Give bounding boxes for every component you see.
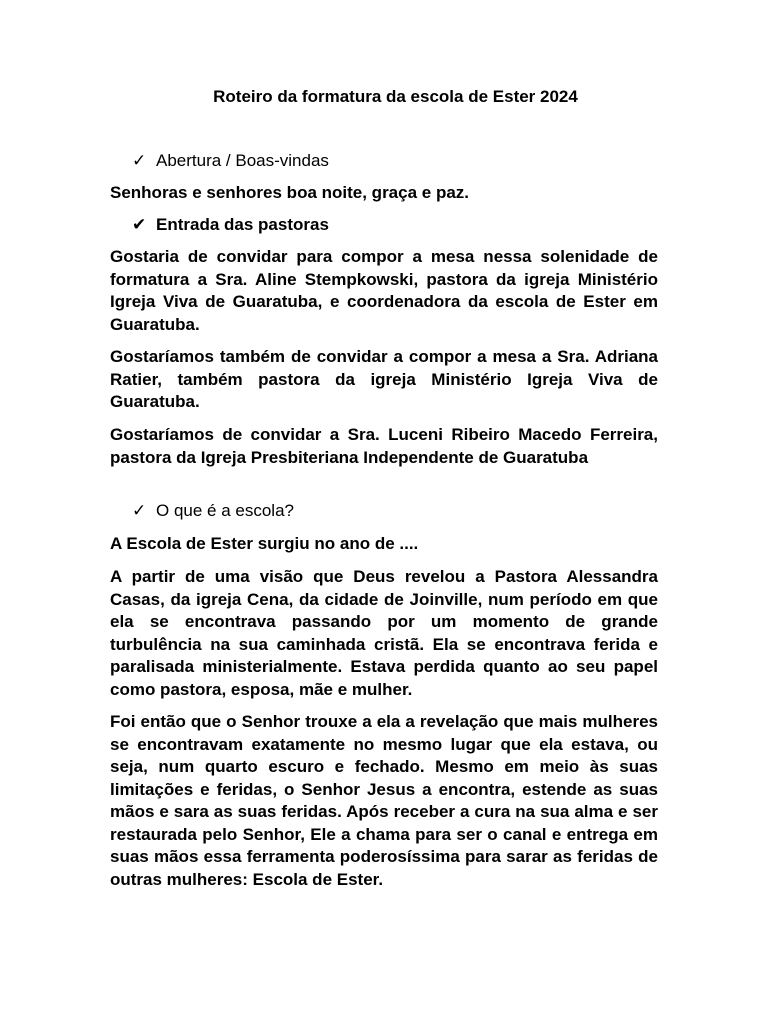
paragraph-invite-adriana: Gostaríamos também de convidar a compor a mesa a Sra. Adriana Ratier, também pastora da igreja Ministério Igreja Viva de Guaratuba. xyxy=(110,347,658,411)
bullet-label: Entrada das pastoras xyxy=(156,215,329,234)
document-title: Roteiro da formatura da escola de Ester 2024 xyxy=(213,87,578,106)
paragraph-invite-aline: Gostaria de convidar para compor a mesa nessa solenidade de formatura a Sra. Aline Stempkowski, pastora da igreja Ministério Igreja Viva de Guaratuba, e coordenadora da escola de Ester em Guaratuba. xyxy=(110,247,658,334)
paragraph-origin: A Escola de Ester surgiu no ano de .... xyxy=(110,534,419,553)
checkmark-icon: ✓ xyxy=(132,151,147,170)
paragraph-invite-luceni: Gostaríamos de convidar a Sra. Luceni Ribeiro Macedo Ferreira, pastora da Igreja Presbiteriana Independente de Guaratuba xyxy=(110,425,658,467)
bullet-label: Abertura / Boas-vindas xyxy=(156,151,329,170)
checkmark-icon: ✔ xyxy=(132,215,147,234)
bullet-label: O que é a escola? xyxy=(156,501,294,520)
bullet-o-que-e-a-escola xyxy=(132,500,294,522)
paragraph-greeting: Senhoras e senhores boa noite, graça e paz. xyxy=(110,183,470,202)
paragraph-revelation: Foi então que o Senhor trouxe a ela a revelação que mais mulheres se encontravam exatamente no mesmo lugar que ela estava, ou seja, num quarto escuro e fechado. Mesmo em meio às suas limitações e feridas, o Senhor Jesus a encontra, estende as suas mãos e sara as suas feridas. Após receber a cura na sua alma e ser restaurada pelo Senhor, Ele a chama para ser o canal e entrega em suas mãos essa ferramenta poderosíssima para sarar as feridas de outras mulheres: Escola de Ester. xyxy=(110,712,658,889)
paragraph-vision: A partir de uma visão que Deus revelou a Pastora Alessandra Casas, da igreja Cena, da cidade de Joinville, num período em que ela se encontrava passando por um momento de grande turbulência na sua caminhada cristã. Ela se encontrava ferida e paralisada ministerialmente. Estava perdida quanto ao seu papel como pastora, esposa, mãe e mulher. xyxy=(110,567,658,699)
bullet-abertura xyxy=(132,150,329,172)
bullet-entrada-pastoras xyxy=(132,214,329,236)
checkmark-icon: ✓ xyxy=(132,501,147,520)
